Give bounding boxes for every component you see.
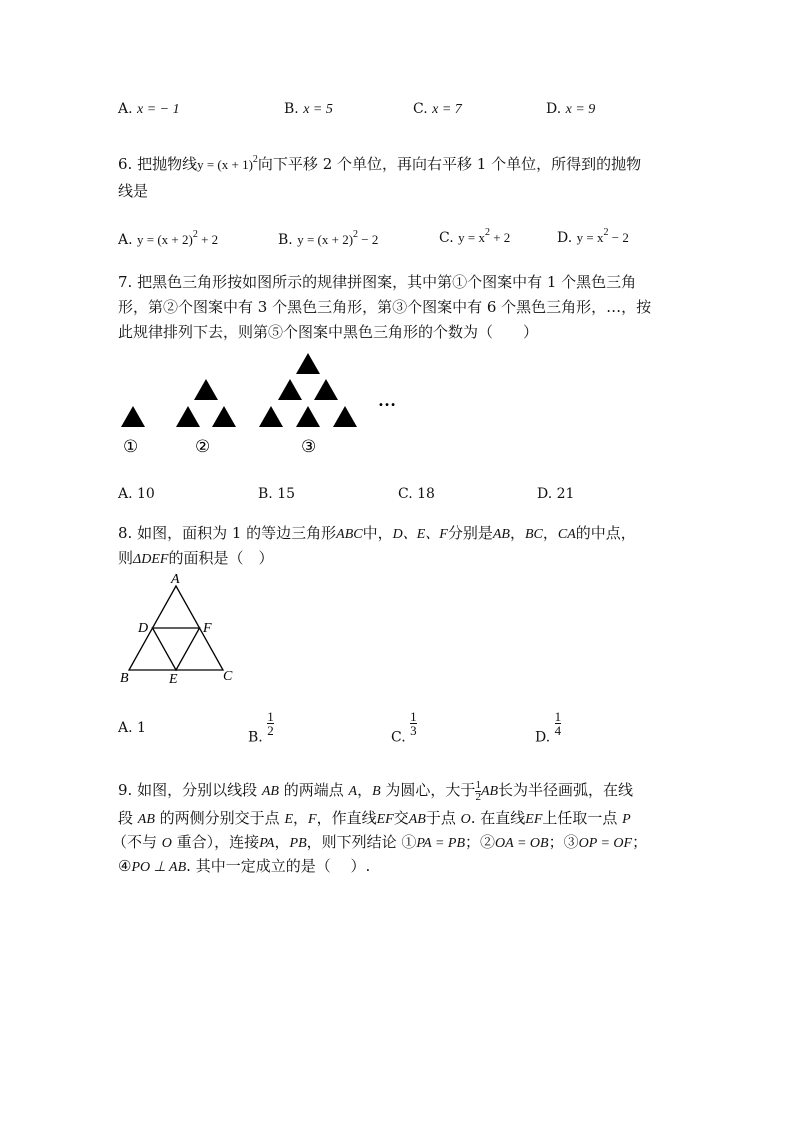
pattern-label-1: ① xyxy=(123,437,139,456)
label-b: B xyxy=(120,671,129,686)
q7-option-d: D. 21 xyxy=(537,486,575,502)
q6-option-b: B. $y = (x + 2)^2 - 2$ xyxy=(278,229,379,248)
pattern3-triangle xyxy=(296,353,320,374)
q8-option-a: A. 1 xyxy=(118,720,146,736)
pattern-label-3: ③ xyxy=(301,437,317,456)
q5-option-b: B. x = 5 xyxy=(284,101,333,117)
fraction-one-half: $\frac{1}{2}$ xyxy=(267,709,274,738)
q9-stem-line3: （不与 O 重合），连接PA，PB，则下列结论 ①PA = PB；②OA = OB；③OP = OF； xyxy=(112,833,648,851)
q7-stem-line1: 7. 把黑色三角形按如图所示的规律拼图案，其中第①个图案中有 1 个黑色三角 xyxy=(118,273,637,291)
label-c: C xyxy=(223,669,233,684)
pattern2-triangle xyxy=(176,406,200,427)
label-a: A xyxy=(171,572,180,587)
q7-option-b: B. 15 xyxy=(258,486,296,502)
fraction-one-quarter: $\frac{1}{4}$ xyxy=(554,709,562,738)
pattern2-triangle xyxy=(194,379,218,400)
ellipsis: … xyxy=(378,390,396,410)
q5-option-a: A. x = − 1 xyxy=(118,101,180,117)
q6-stem-line2: 线是 xyxy=(118,182,149,200)
q7-triangle-patterns xyxy=(110,348,410,463)
q9-stem-line4: ④PO ⊥ AB. 其中一定成立的是（ ）. xyxy=(118,857,371,875)
q7-option-c: C. 18 xyxy=(398,486,435,502)
q8-option-b: B. $\frac{1}{2}$ xyxy=(248,709,274,746)
q6-stem-line1: 6. 把抛物线$y = (x + 1)^2$向下平移 2 个单位，再向右平移 1 个单位，所得到的抛物 xyxy=(118,154,642,173)
pattern3-triangle xyxy=(314,379,338,400)
pattern-label-2: ② xyxy=(195,437,211,456)
fraction-one-third: $\frac{1}{3}$ xyxy=(410,709,417,738)
q7-option-a: A. 10 xyxy=(118,486,155,502)
pattern2-triangle xyxy=(212,406,236,427)
q5-option-d: D. x = 9 xyxy=(546,101,596,117)
pattern1-triangle xyxy=(121,406,145,427)
label-e: E xyxy=(169,672,178,687)
fraction-half: $\frac{1}{2}$ xyxy=(475,778,481,803)
pattern3-triangle xyxy=(296,406,320,427)
triangle-def xyxy=(153,628,200,670)
q9-stem-line1: 9. 如图，分别以线段 AB 的两端点 A，B 为圆心，大于 $\frac{1}{2}$ AB长为半径画弧，在线 xyxy=(118,778,634,803)
q8-triangle-figure xyxy=(112,570,242,690)
q8-stem-line2: 则ΔDEF的面积是（ ） xyxy=(118,549,274,567)
q7-stem-line3: 此规律排列下去，则第⑤个图案中黑色三角形的个数为（ ） xyxy=(118,323,539,341)
q6-option-d: D. $y = x^2 - 2$ xyxy=(557,227,629,246)
label-f: F xyxy=(203,621,212,636)
q8-option-d: D. $\frac{1}{4}$ xyxy=(535,709,562,746)
q8-option-c: C. $\frac{1}{3}$ xyxy=(391,709,417,746)
q5-option-c: C. x = 7 xyxy=(413,101,462,117)
q6-option-a: A. $y = (x + 2)^2 + 2$ xyxy=(118,229,219,248)
pattern3-triangle xyxy=(333,406,357,427)
q6-option-c: C. $y = x^2 + 2$ xyxy=(439,227,511,246)
q8-stem-line1: 8. 如图，面积为 1 的等边三角形ABC中，D、E、F分别是AB，BC，CA的中点， xyxy=(118,524,636,542)
q7-stem-line2: 形，第②个图案中有 3 个黑色三角形，第③个图案中有 6 个黑色三角形，…，按 xyxy=(118,298,652,316)
q9-stem-line2: 段 AB 的两侧分别交于点 E，F，作直线EF交AB于点 O. 在直线EF上任取一点 P xyxy=(118,809,631,827)
pattern3-triangle xyxy=(259,406,283,427)
pattern3-triangle xyxy=(278,379,302,400)
label-d: D xyxy=(138,621,149,636)
